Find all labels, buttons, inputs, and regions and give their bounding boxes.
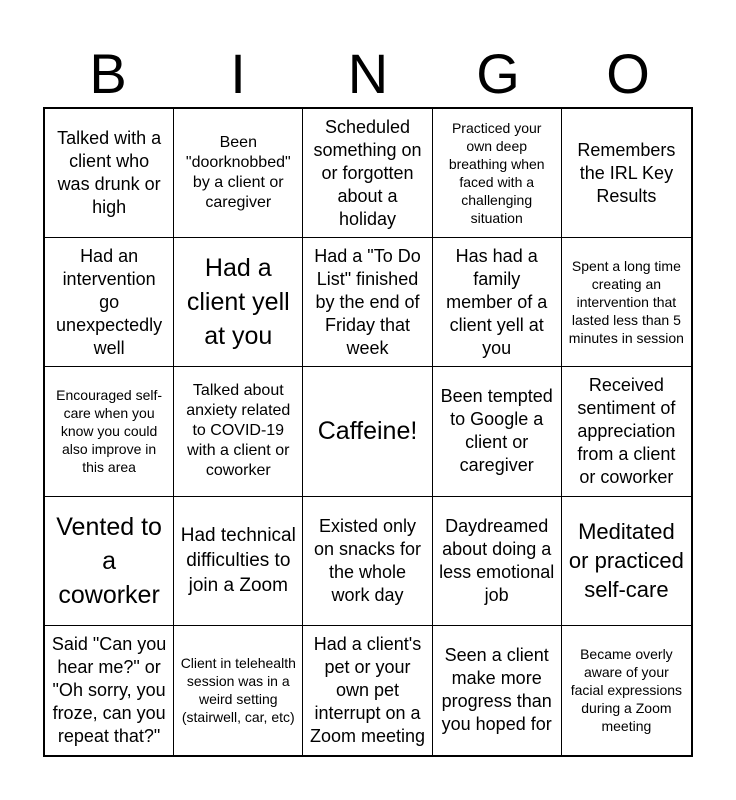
header-letter-i: I: [230, 42, 246, 105]
bingo-cell[interactable]: Had a client's pet or your own pet interrupt on a Zoom meeting: [303, 626, 432, 755]
bingo-cell[interactable]: Talked about anxiety related to COVID-19 with a client or coworker: [174, 367, 303, 496]
bingo-cell[interactable]: Said "Can you hear me?" or "Oh sorry, you froze, can you repeat that?": [45, 626, 174, 755]
bingo-cell[interactable]: Scheduled something on or forgotten about a holiday: [303, 109, 432, 238]
bingo-cell[interactable]: Received sentiment of appreciation from a client or coworker: [562, 367, 691, 496]
bingo-cell[interactable]: Had an intervention go unexpectedly well: [45, 238, 174, 367]
bingo-header: [43, 40, 693, 108]
bingo-cell[interactable]: Had technical difficulties to join a Zoom: [174, 497, 303, 626]
bingo-cell[interactable]: Had a client yell at you: [174, 238, 303, 367]
bingo-cell[interactable]: Practiced your own deep breathing when faced with a challenging situation: [433, 109, 562, 238]
bingo-card: [43, 107, 693, 757]
header-letter-o: O: [606, 42, 650, 105]
header-letter-g: G: [476, 42, 520, 105]
bingo-cell[interactable]: Talked with a client who was drunk or high: [45, 109, 174, 238]
bingo-cell[interactable]: Encouraged self-care when you know you could also improve in this area: [45, 367, 174, 496]
header-letter-n: N: [347, 42, 389, 105]
header-letter-b: B: [89, 42, 127, 105]
bingo-cell[interactable]: Seen a client make more progress than you hoped for: [433, 626, 562, 755]
bingo-cell[interactable]: Had a "To Do List" finished by the end of Friday that week: [303, 238, 432, 367]
bingo-cell[interactable]: Vented to a coworker: [45, 497, 174, 626]
bingo-cell[interactable]: Remembers the IRL Key Results: [562, 109, 691, 238]
bingo-cell[interactable]: Meditated or practiced self-care: [562, 497, 691, 626]
bingo-cell[interactable]: Has had a family member of a client yell at you: [433, 238, 562, 367]
bingo-cell[interactable]: Became overly aware of your facial expressions during a Zoom meeting: [570, 646, 683, 735]
bingo-cell[interactable]: Daydreamed about doing a less emotional job: [433, 497, 562, 626]
bingo-cell[interactable]: Been "doorknobbed" by a client or caregiver: [174, 109, 303, 238]
free-space-cell[interactable]: Caffeine!: [303, 367, 432, 496]
bingo-cell[interactable]: Existed only on snacks for the whole work day: [303, 497, 432, 626]
bingo-cell[interactable]: Client in telehealth session was in a weird setting (stairwell, car, etc): [174, 626, 303, 755]
bingo-cell[interactable]: Spent a long time creating an intervention that lasted less than 5 minutes in session: [562, 238, 691, 367]
bingo-cell[interactable]: Been tempted to Google a client or caregiver: [433, 367, 562, 496]
